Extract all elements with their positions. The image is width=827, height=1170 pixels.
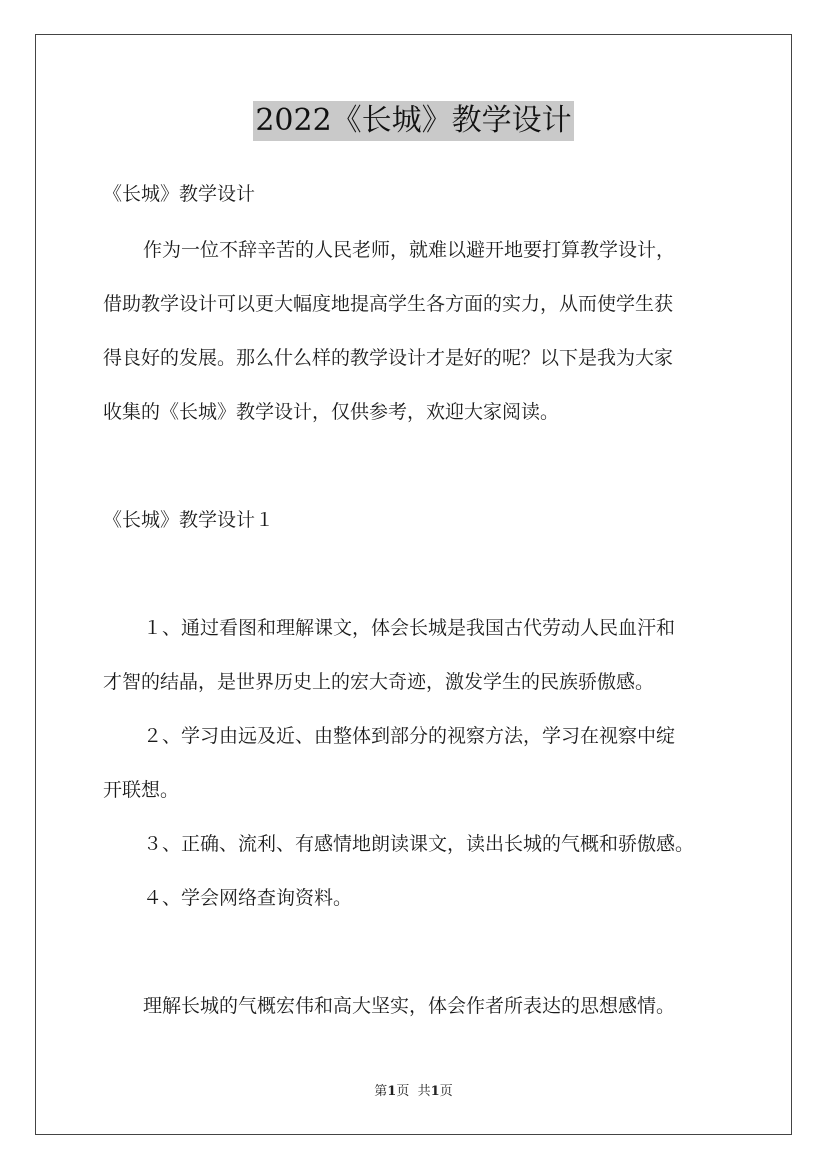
objective-line-2: 才智的结晶，是世界历史上的宏大奇迹，激发学生的民族骄傲感。 [103,671,655,693]
objective-line-6: ４、学会网络查询资料。 [143,887,353,909]
footer-page-mid: 页 [396,1084,410,1099]
key-point-line: 理解长城的气概宏伟和高大坚实，体会作者所表达的思想感情。 [143,995,676,1017]
section-heading: 《长城》教学设计１ [103,509,275,531]
intro-line-2: 借助教学设计可以更大幅度地提高学生各方面的实力，从而使学生获 [103,293,674,315]
objective-line-3: ２、学习由远及近、由整体到部分的视察方法，学习在视察中绽 [143,725,676,747]
intro-line-1: 作为一位不辞辛苦的人民老师，就难以避开地要打算教学设计， [143,239,676,261]
page-footer [0,1084,827,1100]
title-container [0,101,827,141]
footer-page-prefix: 第 [374,1084,388,1099]
document-title: 2022《长城》教学设计 [253,101,573,141]
objective-line-1: １、通过看图和理解课文，体会长城是我国古代劳动人民血汗和 [143,617,676,639]
footer-total-suffix: 页 [439,1084,453,1099]
footer-total-prefix: 共 [417,1084,431,1099]
objective-line-4: 开联想。 [103,779,180,801]
footer-total-number: 1 [430,1084,440,1099]
intro-line-3: 得良好的发展。那么什么样的教学设计才是好的呢？以下是我为大家 [103,347,674,369]
footer-page-number: 1 [387,1084,397,1099]
intro-line-4: 收集的《长城》教学设计，仅供参考，欢迎大家阅读。 [103,401,560,423]
document-heading: 《长城》教学设计 [103,183,256,205]
objective-line-5: ３、正确、流利、有感情地朗读课文，读出长城的气概和骄傲感。 [143,833,695,855]
